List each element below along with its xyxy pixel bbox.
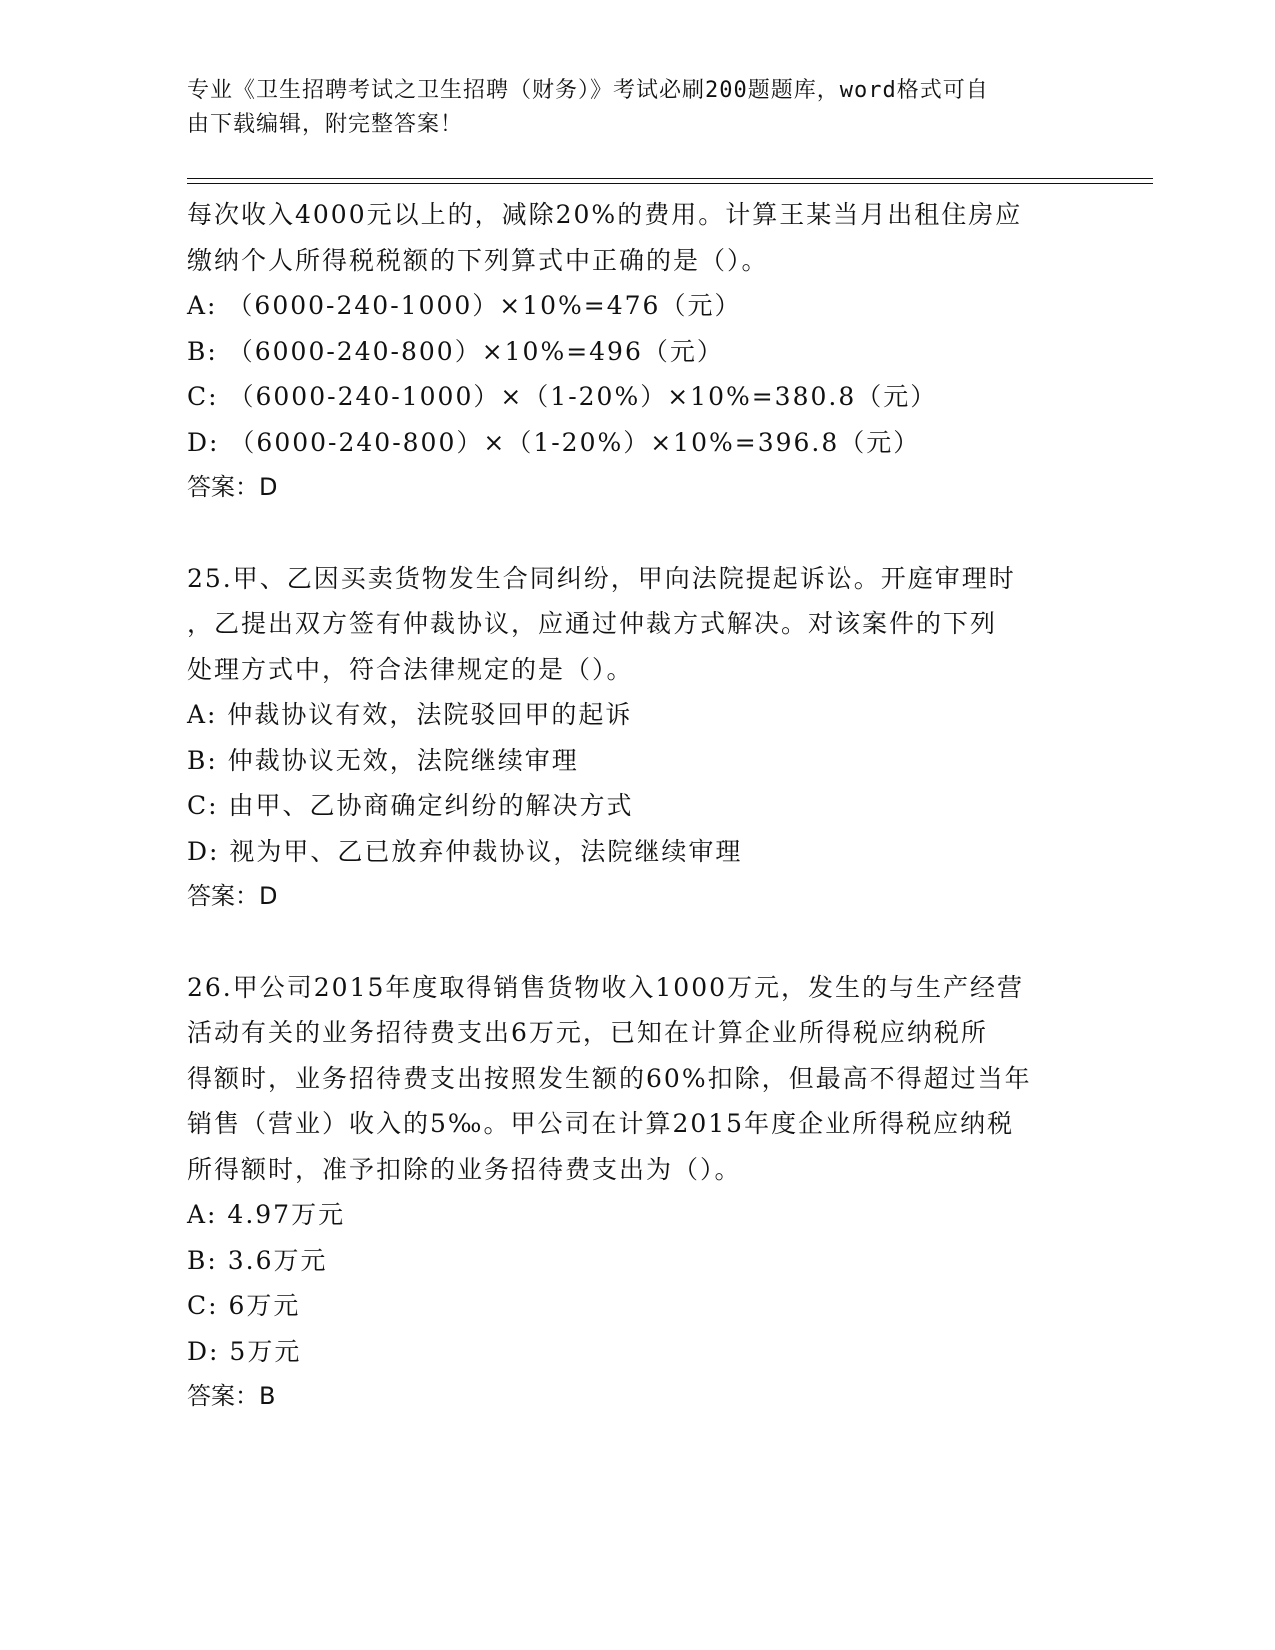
header-divider-top: [187, 178, 1153, 179]
document-header: [187, 74, 1067, 142]
document-body: [187, 192, 1087, 1420]
spacer: [187, 511, 1087, 556]
option-c: C: 由甲、乙协商确定纠纷的解决方式: [187, 791, 634, 820]
option-a: A: （6000-240-1000）×10%=476（元）: [187, 291, 742, 320]
question-text-line: 25.甲、乙因买卖货物发生合同纠纷，甲向法院提起诉讼。开庭审理时: [187, 563, 1016, 593]
question-26: [187, 965, 1087, 1420]
option-b: B: 3.6万元: [187, 1245, 328, 1275]
option-c: C: （6000-240-1000）×（1-20%）×10%=380.8（元）: [187, 382, 938, 411]
option-d: D: 视为甲、乙已放弃仲裁协议，法院继续审理: [187, 836, 743, 866]
question-25: [187, 556, 1087, 920]
answer-line: 答案：B: [187, 1382, 276, 1410]
answer-line: 答案：D: [187, 473, 278, 501]
question-text-line: 得额时，业务招待费支出按照发生额的60%扣除，但最高不得超过当年: [187, 1063, 1032, 1093]
option-b: B: （6000-240-800）×10%=496（元）: [187, 336, 724, 366]
header-line-2: 由下载编辑，附完整答案！: [187, 112, 464, 137]
option-a: A: 4.97万元: [187, 1200, 346, 1229]
option-d: D: （6000-240-800）×（1-20%）×10%=396.8（元）: [187, 427, 921, 457]
question-text-line: 所得额时，准予扣除的业务招待费支出为（）。: [187, 1154, 742, 1184]
question-text-line: 26.甲公司2015年度取得销售货物收入1000万元，发生的与生产经营: [187, 972, 1025, 1002]
header-line-1: 专业《卫生招聘考试之卫生招聘（财务）》考试必刷200题题库，word格式可自: [187, 78, 989, 103]
option-b: B: 仲裁协议无效，法院继续审理: [187, 745, 579, 775]
answer-line: 答案：D: [187, 882, 278, 910]
spacer: [187, 920, 1087, 965]
option-a: A: 仲裁协议有效，法院驳回甲的起诉: [187, 700, 633, 729]
option-c: C: 6万元: [187, 1291, 301, 1320]
question-text-line: 处理方式中，符合法律规定的是（）。: [187, 654, 634, 684]
question-text-line: 缴纳个人所得税税额的下列算式中正确的是（）。: [187, 245, 769, 275]
question-24: [187, 192, 1087, 511]
option-d: D: 5万元: [187, 1336, 302, 1366]
question-text-line: 销售（营业）收入的5‰。甲公司在计算2015年度企业所得税应纳税: [187, 1109, 1015, 1138]
question-text-line: ，乙提出双方签有仲裁协议，应通过仲裁方式解决。对该案件的下列: [187, 609, 998, 638]
question-text-line: 活动有关的业务招待费支出6万元，已知在计算企业所得税应纳税所: [187, 1018, 988, 1047]
question-text-line: 每次收入4000元以上的，减除20%的费用。计算王某当月出租住房应: [187, 200, 1023, 229]
header-divider-bottom: [187, 183, 1153, 184]
